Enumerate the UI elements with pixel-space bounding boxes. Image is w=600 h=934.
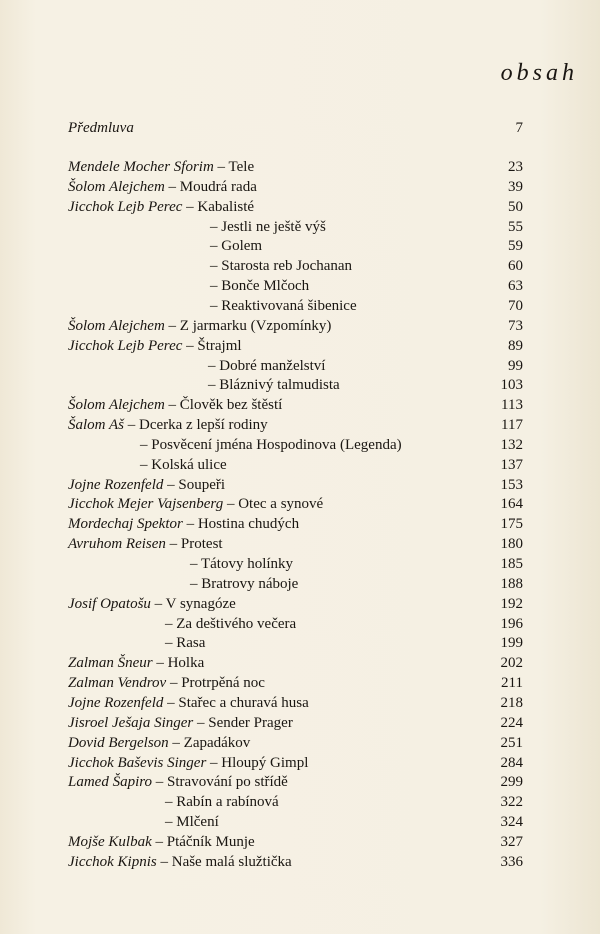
entry-author: Mojše Kulbak <box>68 833 152 850</box>
toc-entry-row <box>0 772 600 792</box>
toc-entry-row <box>0 633 600 653</box>
entry-title: Holka <box>167 655 205 672</box>
toc-entry-row <box>0 296 600 316</box>
entry-page-number: 99 <box>508 357 523 374</box>
toc-entry-row <box>0 852 600 872</box>
toc-entry-row <box>0 256 600 276</box>
toc-entry-row <box>0 316 600 336</box>
toc-entry: – Rasa <box>165 635 206 652</box>
entry-author: Dovid Bergelson <box>68 734 169 751</box>
toc-entry: Jojne Rozenfeld – Soupeři <box>68 476 226 493</box>
toc-entry: Mojše Kulbak – Ptáčník Munje <box>68 833 255 850</box>
toc-entry-row <box>0 733 600 753</box>
entry-title: V synagóze <box>165 595 236 612</box>
entry-title: Rabín a rabínová <box>176 794 279 811</box>
entry-page-number: 70 <box>508 297 523 314</box>
entry-author: Zalman Vendrov <box>68 675 167 692</box>
entry-page-number: 327 <box>500 833 523 850</box>
entry-title: Stařec a churavá husa <box>178 694 309 711</box>
toc-entry: Mendele Mocher Sforim – Tele <box>68 159 255 175</box>
toc-entry: Lamed Šapiro – Stravování po střídě <box>68 774 288 791</box>
toc-entry-row <box>0 356 600 376</box>
toc-entry: – Dobré manželství <box>208 357 326 374</box>
entry-title: Kabalisté <box>197 198 255 215</box>
entry-author: Mordechaj Spektor <box>68 516 183 533</box>
entry-title: Z jarmarku (Vzpomínky) <box>179 317 332 334</box>
entry-page-number: 188 <box>500 575 523 592</box>
entry-title: Hloupý Gimpl <box>221 754 309 771</box>
toc-entry: Jicchok Lejb Perec – Kabalisté <box>68 198 255 215</box>
entry-page-number: 137 <box>500 456 523 473</box>
entry-title: Zapadákov <box>183 734 251 751</box>
toc-entry-row <box>0 395 600 415</box>
entry-page-number: 180 <box>500 536 523 553</box>
toc-entry: Jicchok Mejer Vajsenberg – Otec a synové <box>68 496 324 513</box>
toc-entry-row <box>0 455 600 475</box>
entry-page-number: 50 <box>508 198 523 215</box>
entry-title: Tátovy holínky <box>200 556 294 572</box>
entry-title: Jestli ne ještě výš <box>221 218 326 235</box>
entry-page-number: 175 <box>500 516 523 533</box>
toc-entry: – Mlčení <box>165 814 219 831</box>
entry-page-number: 23 <box>508 159 523 175</box>
entry-author: Šalom Aš <box>68 417 124 434</box>
entry-author: Šolom Alejchem <box>68 397 165 414</box>
toc-entry-row <box>0 554 600 574</box>
entry-page-number: 60 <box>508 258 523 275</box>
toc-entry-row <box>0 375 600 395</box>
entry-page-number: 89 <box>508 337 523 354</box>
intro-title: Předmluva <box>68 120 134 136</box>
entry-title: Starosta reb Jochanan <box>221 258 353 275</box>
entry-page-number: 63 <box>508 278 523 295</box>
toc-entry: – Za deštivého večera <box>165 615 297 632</box>
toc-heading: obsah <box>500 60 578 86</box>
toc-entry: Šalom Aš – Dcerka z lepší rodiny <box>68 417 268 434</box>
entry-author: Jisroel Ješaja Singer <box>68 714 194 731</box>
toc-entry: – Starosta reb Jochanan <box>210 258 353 275</box>
toc-entry-row <box>0 336 600 356</box>
toc-entry-row <box>0 594 600 614</box>
toc-entry: Jicchok Baševis Singer – Hloupý Gimpl <box>68 754 309 771</box>
entry-title: Za deštivého večera <box>176 615 297 632</box>
toc-entry: Avruhom Reisen – Protest <box>68 536 223 553</box>
entry-author: Jojne Rozenfeld <box>68 694 164 711</box>
entry-title: Hostina chudých <box>197 516 300 533</box>
entry-title: Člověk bez štěstí <box>179 397 283 414</box>
entry-title: Štrajml <box>197 337 242 354</box>
entry-title: Bratrovy náboje <box>201 575 299 592</box>
entry-page-number: 113 <box>501 397 523 414</box>
toc-entry: Zalman Vendrov – Protrpěná noc <box>68 675 265 692</box>
entry-author: Jicchok Baševis Singer <box>68 754 207 771</box>
entry-page-number: 336 <box>500 853 523 870</box>
entry-page-number: 284 <box>500 754 523 771</box>
toc-entry-row <box>0 534 600 554</box>
entry-page-number: 211 <box>501 675 523 692</box>
entry-title: Dobré manželství <box>219 357 326 374</box>
toc-entry: Šolom Alejchem – Z jarmarku (Vzpomínky) <box>68 317 332 334</box>
entry-title: Reaktivovaná šibenice <box>221 297 357 314</box>
toc-entry-row <box>0 653 600 673</box>
entry-author: Zalman Šneur <box>68 655 153 672</box>
entry-page-number: 218 <box>500 694 523 711</box>
entry-author: Jicchok Kipnis <box>68 853 157 870</box>
toc-entry-row <box>0 177 600 197</box>
entry-page-number: 117 <box>501 417 523 434</box>
entry-title: Naše malá služtička <box>171 853 292 870</box>
entry-title: Stravování po střídě <box>167 774 288 791</box>
toc-entry: – Posvěcení jména Hospodinova (Legenda) <box>140 436 402 453</box>
entry-page-number: 322 <box>500 794 523 811</box>
toc-entry-row <box>0 276 600 296</box>
entry-page-number: 299 <box>500 774 523 791</box>
toc-entry-row <box>0 673 600 693</box>
toc-entry-row <box>0 494 600 514</box>
entry-title: Ptáčník Munje <box>166 833 255 850</box>
toc-entry-row <box>0 157 600 177</box>
entry-page-number: 55 <box>508 218 523 235</box>
entry-author: Josif Opatošu <box>68 595 151 612</box>
toc-entry: – Jestli ne ještě výš <box>210 218 326 235</box>
toc-entry: – Bláznivý talmudista <box>208 377 340 394</box>
toc-entry: Dovid Bergelson – Zapadákov <box>68 734 251 751</box>
entry-page-number: 103 <box>500 377 523 394</box>
toc-entry-row <box>0 713 600 733</box>
toc-entry: Zalman Šneur – Holka <box>68 655 205 672</box>
entry-page-number: 185 <box>500 556 523 572</box>
toc-entry-row <box>0 753 600 773</box>
intro-page-number: 7 <box>515 120 523 136</box>
entry-title: Moudrá rada <box>179 178 257 195</box>
toc-entry-row <box>0 236 600 256</box>
entry-title: Soupeři <box>178 476 226 493</box>
toc-entry-row <box>0 435 600 455</box>
toc-entry-row <box>0 475 600 495</box>
entry-page-number: 59 <box>508 238 523 255</box>
toc-entry: Jojne Rozenfeld – Stařec a churavá husa <box>68 694 309 711</box>
entry-title: Otec a synové <box>238 496 324 513</box>
entry-page-number: 164 <box>500 496 523 513</box>
entry-page-number: 202 <box>500 655 523 672</box>
entry-author: Jojne Rozenfeld <box>68 476 164 493</box>
entry-author: Šolom Alejchem <box>68 317 165 334</box>
entry-author: Lamed Šapiro <box>68 774 153 791</box>
toc-entry-row <box>0 812 600 832</box>
entry-title: Golem <box>221 238 263 255</box>
toc-entry: Jicchok Lejb Perec – Štrajml <box>68 337 242 354</box>
entry-author: Jicchok Lejb Perec <box>68 198 183 215</box>
toc-entry: Mordechaj Spektor – Hostina chudých <box>68 516 300 533</box>
entry-author: Avruhom Reisen <box>68 536 166 553</box>
entry-author: Jicchok Lejb Perec <box>68 337 183 354</box>
entry-page-number: 199 <box>500 635 523 652</box>
toc-entry-row <box>0 197 600 217</box>
entry-title: Protest <box>180 536 223 553</box>
entry-page-number: 224 <box>500 714 523 731</box>
toc-entry-row <box>0 832 600 852</box>
entry-page-number: 192 <box>500 595 523 612</box>
toc-entry: – Rabín a rabínová <box>165 794 279 811</box>
toc-entry-row <box>0 514 600 534</box>
entry-page-number: 39 <box>508 178 523 195</box>
entry-title: Mlčení <box>176 814 219 831</box>
toc-entry: – Bratrovy náboje <box>190 575 299 592</box>
toc-entry: Šolom Alejchem – Moudrá rada <box>68 178 257 195</box>
toc-entry: – Kolská ulice <box>140 456 227 473</box>
entry-author: Jicchok Mejer Vajsenberg <box>68 496 224 513</box>
toc-entry: Šolom Alejchem – Člověk bez štěstí <box>68 397 283 414</box>
toc-entry: Jisroel Ješaja Singer – Sender Prager <box>68 714 293 731</box>
toc-entry-row <box>0 574 600 594</box>
entry-page-number: 73 <box>508 317 523 334</box>
entry-page-number: 153 <box>500 476 523 493</box>
toc-entry: – Tátovy holínky <box>190 556 294 572</box>
toc-entry-row <box>0 217 600 237</box>
toc-entry-row <box>0 792 600 812</box>
toc-entry: Jicchok Kipnis – Naše malá služtička <box>68 853 292 870</box>
entry-page-number: 324 <box>500 814 523 831</box>
entry-title: Dcerka z lepší rodiny <box>138 417 268 434</box>
entry-title: Rasa <box>176 635 206 652</box>
toc-entry: Josif Opatošu – V synagóze <box>68 595 236 612</box>
entry-title: Kolská ulice <box>151 456 227 473</box>
entry-author: Šolom Alejchem <box>68 178 165 195</box>
toc-entry-row <box>0 415 600 435</box>
entry-page-number: 196 <box>500 615 523 632</box>
entry-title: Sender Prager <box>208 714 293 731</box>
toc-entry-row <box>0 614 600 634</box>
toc-entry-row <box>0 693 600 713</box>
entry-page-number: 132 <box>500 436 523 453</box>
entry-title: Bláznivý talmudista <box>219 377 340 394</box>
entry-page-number: 251 <box>500 734 523 751</box>
entry-author: Mendele Mocher Sforim <box>68 159 214 175</box>
toc-entry: – Golem <box>210 238 263 255</box>
entry-title: Protrpěná noc <box>181 675 265 692</box>
entry-title: Bonče Mlčoch <box>221 278 310 295</box>
entry-title: Posvěcení jména Hospodinova (Legenda) <box>151 436 402 453</box>
entry-title: Tele <box>228 159 255 175</box>
toc-entry: – Bonče Mlčoch <box>210 278 310 295</box>
toc-entry: – Reaktivovaná šibenice <box>210 297 357 314</box>
